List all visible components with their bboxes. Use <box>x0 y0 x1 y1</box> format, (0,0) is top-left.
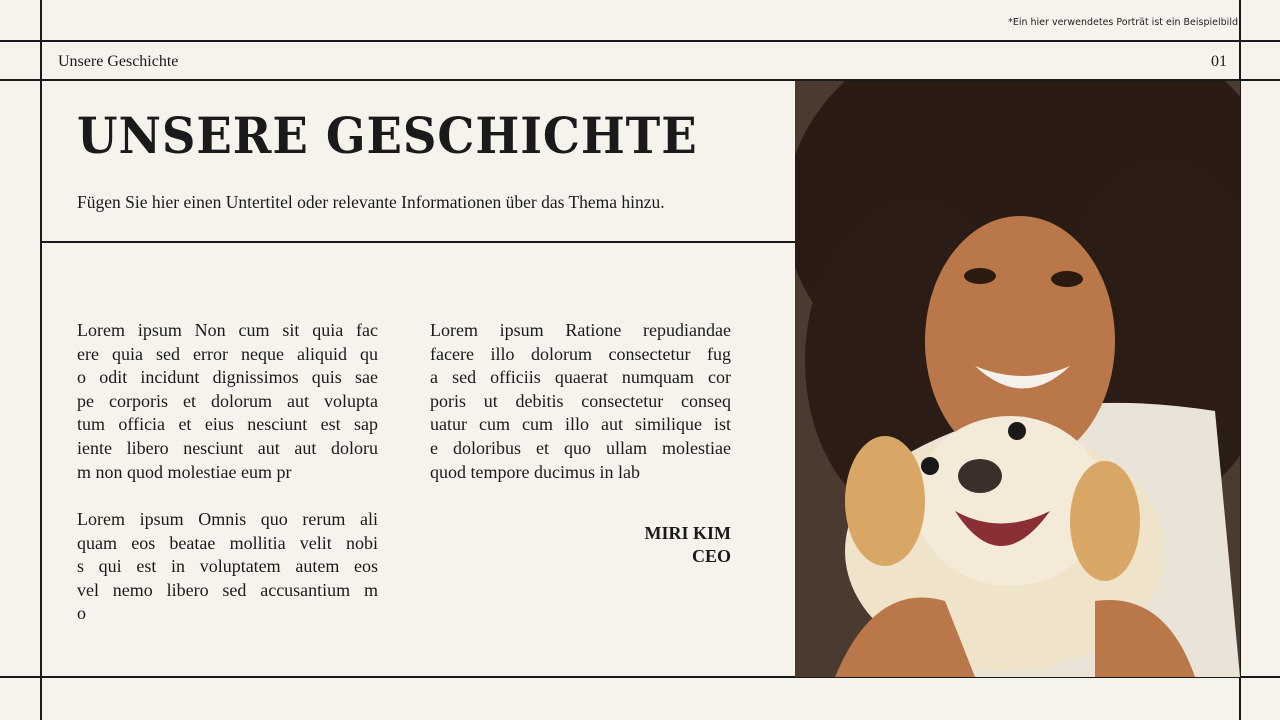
portrait-illustration <box>795 81 1240 677</box>
text-line: m non quod molestiae eum pr <box>77 461 292 482</box>
text-line: s qui est in voluptatem autem eos <box>77 556 378 577</box>
text-line: e doloribus et quo ullam molestiae <box>430 437 731 458</box>
text-line: Lorem ipsum Omnis quo rerum ali <box>77 509 378 529</box>
text-line: quam eos beatae mollitia velit nobi <box>77 532 378 553</box>
disclaimer-note: *Ein hier verwendetes Porträt ist ein Beispielbild <box>1008 17 1238 28</box>
text-line: iente libero nesciunt aut aut doloru <box>77 437 378 458</box>
top-rule <box>0 40 1280 42</box>
column-1-paragraph-1 <box>77 319 378 484</box>
signature-role: CEO <box>691 546 731 566</box>
signature <box>430 522 731 568</box>
text-line: ere quia sed error neque aliquid qu <box>77 343 378 364</box>
portrait-photo <box>795 81 1240 677</box>
page-title: UNSERE GESCHICHTE <box>77 106 698 165</box>
text-line: a sed officiis quaerat numquam cor <box>430 367 731 388</box>
text-line: o <box>77 603 86 624</box>
column-1-paragraph-2 <box>77 508 378 626</box>
signature-name: MIRI KIM <box>644 523 731 543</box>
text-line: poris ut debitis consectetur conseq <box>430 390 731 411</box>
text-line: tum officia et eius nesciunt est sap <box>77 414 378 435</box>
column-2-paragraph-1 <box>430 319 731 484</box>
text-line: o odit incidunt dignissimos quis sae <box>77 367 378 388</box>
page-number: 01 <box>1211 53 1227 70</box>
title-divider <box>41 241 795 243</box>
text-line: vel nemo libero sed accusantium m <box>77 579 378 600</box>
text-line: uatur cum cum illo aut similique ist <box>430 414 731 435</box>
section-label: Unsere Geschichte <box>58 53 179 70</box>
text-line: Lorem ipsum Ratione repudiandae <box>430 320 731 340</box>
text-line: quod tempore ducimus in lab <box>430 461 640 482</box>
text-line: Lorem ipsum Non cum sit quia fac <box>77 320 378 340</box>
text-line: facere illo dolorum consectetur fug <box>430 343 731 364</box>
subtitle: Fügen Sie hier einen Untertitel oder relevante Informationen über das Thema hinzu. <box>77 192 665 212</box>
text-line: pe corporis et dolorum aut volupta <box>77 390 378 411</box>
left-rule <box>40 0 42 720</box>
